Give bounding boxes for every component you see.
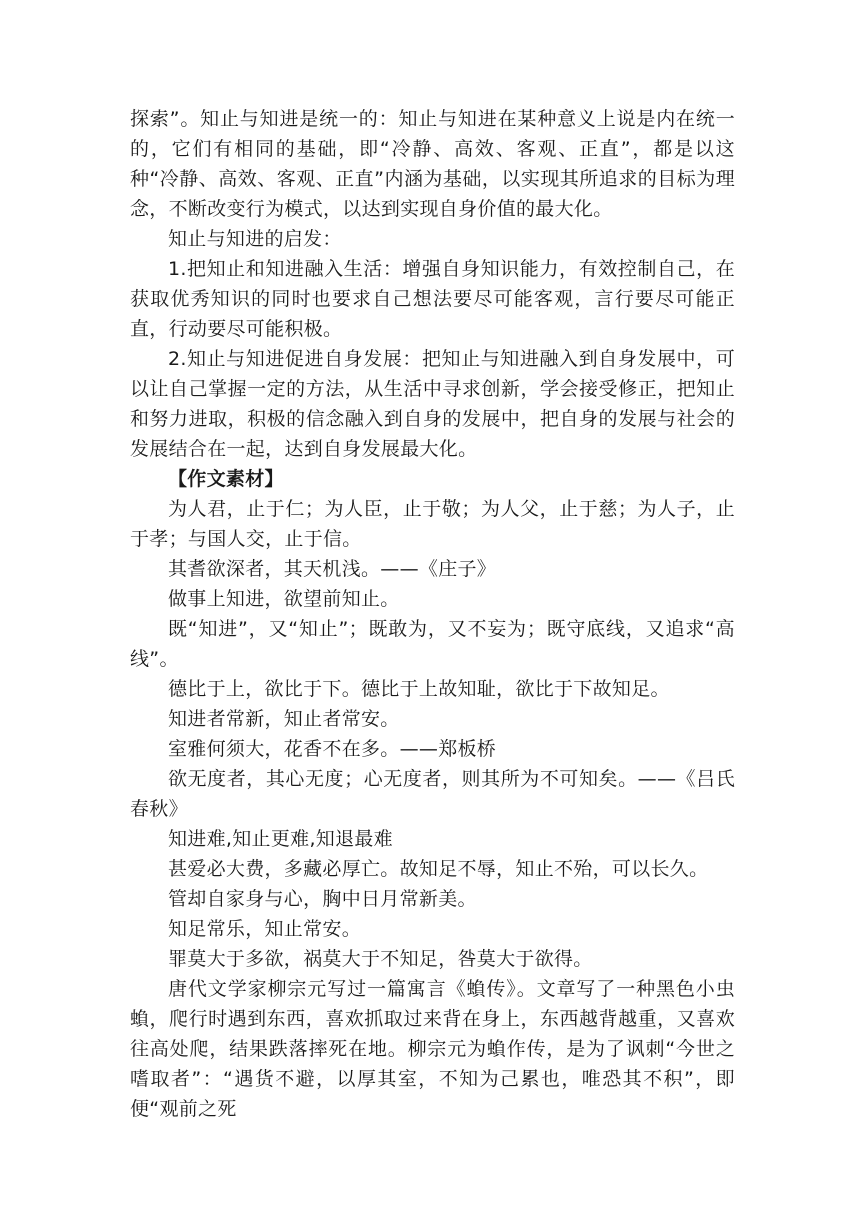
quote-item: 管却自家身与心，胸中日月常新美。 xyxy=(168,888,477,910)
quote-item: 知进者常新，知止者常安。 xyxy=(168,708,400,730)
paragraph-inspiration-2: 2.知止与知进促进自身发展：把知止与知进融入到自身发展中，可以让自己掌握一定的方法，从生活中寻求创新，学会接受修正，把知止和努力进取，积极的信念融入到自身的发展中，把自身的发展与社会的发展结合在一起，达到自身发展最大化。 xyxy=(130,348,735,460)
quote-item: 欲无度者，其心无度；心无度者，则其所为不可知矣。——《吕氏春秋》 xyxy=(130,768,735,820)
quote-item: 德比于上，欲比于下。德比于上故知耻，欲比于下故知足。 xyxy=(168,678,670,700)
quote-item: 做事上知进，欲望前知止。 xyxy=(168,588,400,610)
document-body xyxy=(130,104,735,1124)
quote-item: 为人君，止于仁；为人臣，止于敬；为人父，止于慈；为人子，止于孝；与国人交，止于信。 xyxy=(130,498,735,550)
quote-item: 罪莫大于多欲，祸莫大于不知足，咎莫大于欲得。 xyxy=(168,948,593,970)
quote-item: 知进难,知止更难,知退最难 xyxy=(168,828,393,850)
paragraph-unity: 探索”。知止与知进是统一的：知止与知进在某种意义上说是内在统一的，它们有相同的基础，即“冷静、高效、客观、正直”，都是以这种“冷静、高效、客观、正直”内涵为基础，以实现其所追求的目标为理念，不断改变行为模式，以达到实现自身价值的最大化。 xyxy=(130,108,735,220)
quote-item: 其耆欲深者，其天机浅。——《庄子》 xyxy=(168,558,497,580)
paragraph-inspiration-heading: 知止与知进的启发： xyxy=(168,228,342,250)
section-heading-materials: 【作文素材】 xyxy=(168,468,284,490)
paragraph-inspiration-1: 1.把知止和知进融入生活：增强自身知识能力，有效控制自己，在获取优秀知识的同时也要求自己想法要尽可能客观，言行要尽可能正直，行动要尽可能积极。 xyxy=(130,258,735,340)
quote-item: 甚爱必大费，多藏必厚亡。故知足不辱，知止不殆，可以长久。 xyxy=(168,858,709,880)
paragraph-liu-zongyuan: 唐代文学家柳宗元写过一篇寓言《蝜传》。文章写了一种黑色小虫蝜，爬行时遇到东西，喜欢抓取过来背在身上，东西越背越重，又喜欢往高处爬，结果跌落摔死在地。柳宗元为蝜作传，是为了讽刺“今世之嗜取者”：“遇货不避，以厚其室，不知为己累也，唯恐其不积”，即便“观前之死 xyxy=(130,978,735,1120)
quote-item: 知足常乐，知止常安。 xyxy=(168,918,362,940)
quote-item: 既“知进”，又“知止”；既敢为，又不妄为；既守底线，又追求“高线”。 xyxy=(130,618,735,670)
quote-item: 室雅何须大，花香不在多。——郑板桥 xyxy=(168,738,497,760)
